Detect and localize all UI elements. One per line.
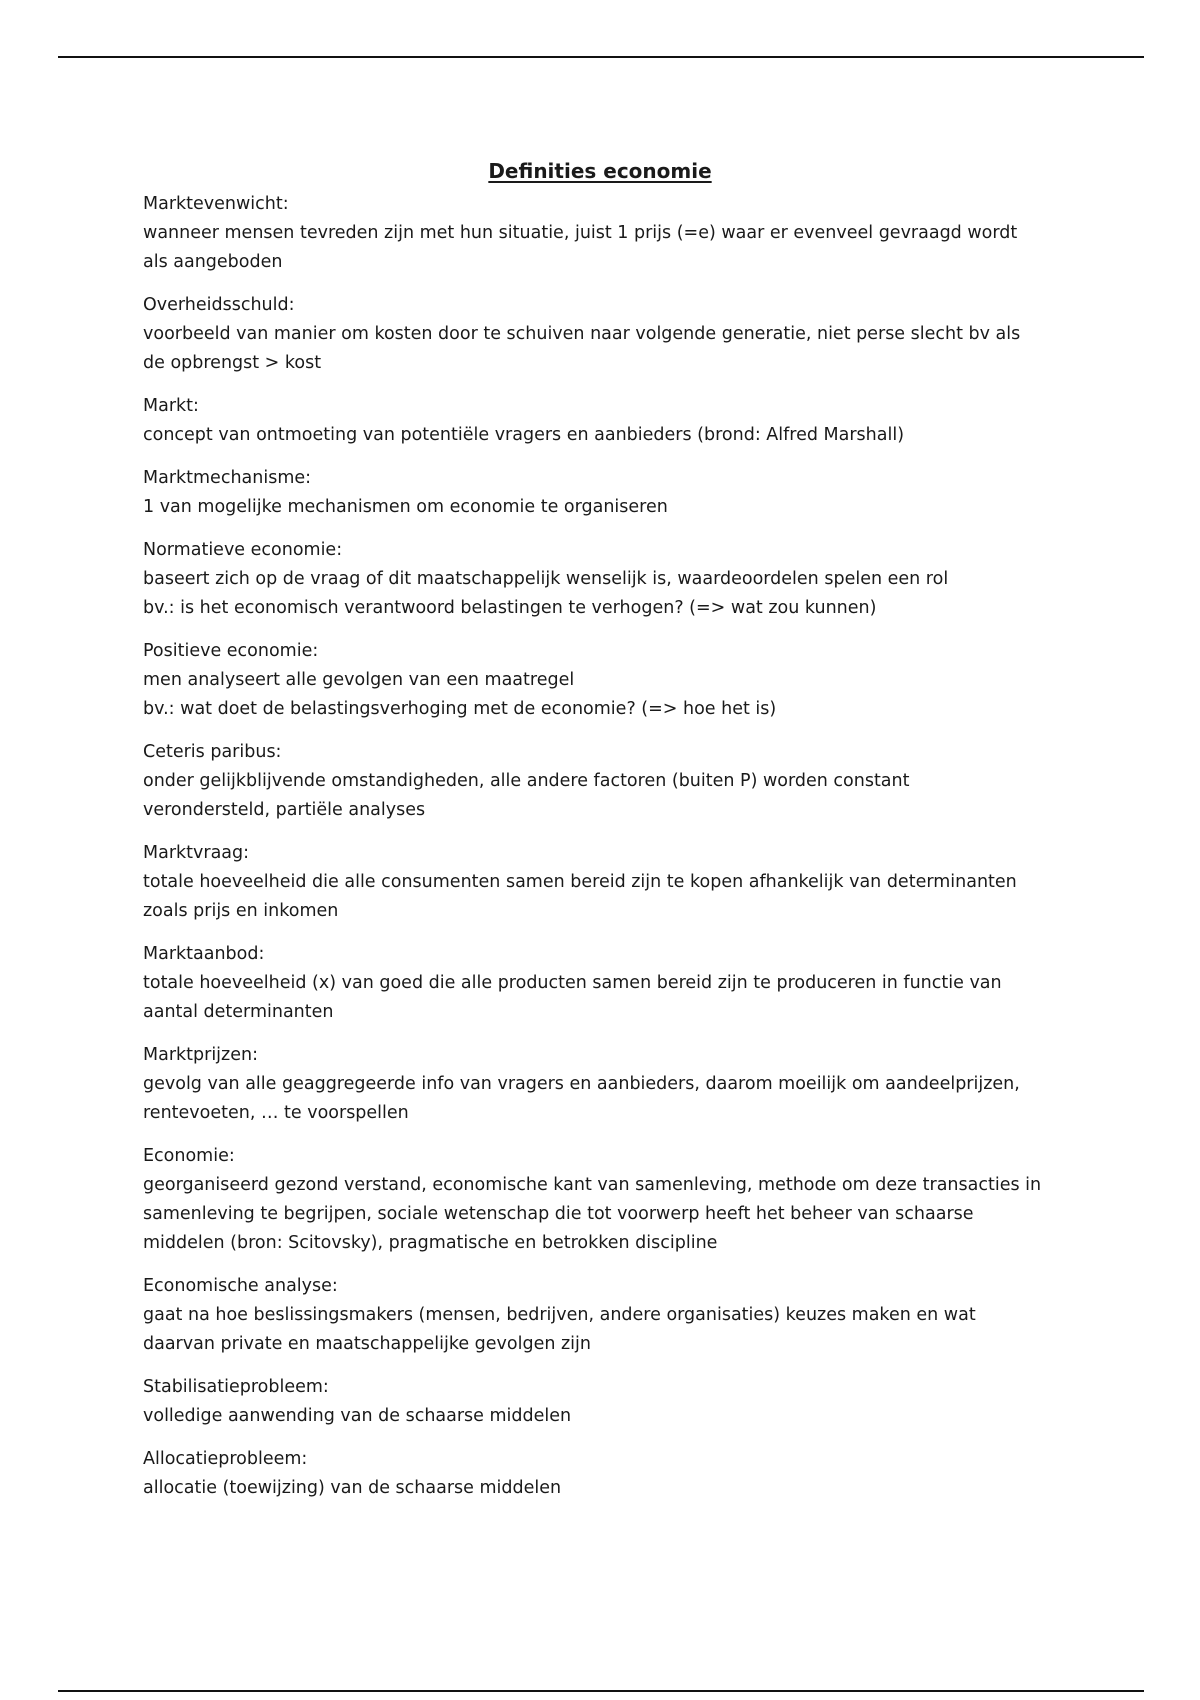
definition-term: Positieve economie: [143,641,319,661]
definition-description: voorbeeld van manier om kosten door te schuiven naar volgende generatie, niet perse slecht bv als de opbrengst > kost [143,324,1021,373]
definition-description: totale hoeveelheid die alle consumenten samen bereid zijn te kopen afhankelijk van determinanten zoals prijs en inkomen [143,872,1017,921]
definition-description: totale hoeveelheid (x) van goed die alle producten samen bereid zijn te produceren in functie van aantal determinanten [143,973,1002,1022]
definition-term: Economische analyse: [143,1276,338,1296]
definition-term: Marktevenwicht: [143,194,289,214]
definition-item [143,1445,1073,1503]
definition-item [143,940,1073,1027]
definition-description: wanneer mensen tevreden zijn met hun situatie, juist 1 prijs (=e) waar er evenveel gevraagd wordt als aangeboden [143,223,1018,272]
definition-item [143,536,1073,623]
definition-description: concept van ontmoeting van potentiële vragers en aanbieders (brond: Alfred Marshall) [143,425,905,445]
definition-description: gevolg van alle geaggregeerde info van vragers en aanbieders, daarom moeilijk om aandeelprijzen, rentevoeten, … te voorspellen [143,1074,1020,1123]
definition-description: 1 van mogelijke mechanismen om economie te organiseren [143,497,668,517]
definition-item [143,738,1073,825]
top-divider [58,56,1144,58]
definition-term: Economie: [143,1146,235,1166]
definition-item [143,392,1073,450]
definition-description: baseert zich op de vraag of dit maatschappelijk wenselijk is, waardeoordelen spelen een rol bv.: is het economisch verantwoord belastingen te verhogen? (=> wat zou kunnen) [143,569,949,618]
definition-item [143,1272,1073,1359]
definition-term: Overheidsschuld: [143,295,295,315]
definition-term: Allocatieprobleem: [143,1449,308,1469]
definition-term: Ceteris paribus: [143,742,282,762]
page-title: Definities economie [488,159,712,184]
definition-term: Marktmechanisme: [143,468,312,488]
definition-term: Marktprijzen: [143,1045,258,1065]
definition-item [143,1373,1073,1431]
definition-description: men analyseert alle gevolgen van een maatregel bv.: wat doet de belastingsverhoging met de economie? (=> hoe het is) [143,670,777,719]
definition-item [143,1142,1073,1258]
definitions-list [143,190,1073,1517]
definition-description: onder gelijkblijvende omstandigheden, alle andere factoren (buiten P) worden constant verondersteld, partiële analyses [143,771,910,820]
definition-term: Normatieve economie: [143,540,343,560]
definition-term: Marktvraag: [143,843,250,863]
definition-term: Stabilisatieprobleem: [143,1377,329,1397]
definition-item [143,464,1073,522]
definition-term: Markt: [143,396,199,416]
definition-item [143,291,1073,378]
definition-description: allocatie (toewijzing) van de schaarse middelen [143,1478,562,1498]
definition-description: volledige aanwending van de schaarse middelen [143,1406,572,1426]
definition-description: gaat na hoe beslissingsmakers (mensen, bedrijven, andere organisaties) keuzes maken en wat daarvan private en maatschappelijke gevolgen zijn [143,1305,976,1354]
definition-item [143,190,1073,277]
definition-term: Marktaanbod: [143,944,265,964]
definition-item [143,1041,1073,1128]
definition-item [143,637,1073,724]
definition-description: georganiseerd gezond verstand, economische kant van samenleving, methode om deze transacties in samenleving te begrijpen, sociale wetenschap die tot voorwerp heeft het beheer van schaarse middelen (bron: Scitovsky), pragmatische en betrokken discipline [143,1175,1042,1253]
definition-item [143,839,1073,926]
bottom-divider [58,1690,1144,1692]
